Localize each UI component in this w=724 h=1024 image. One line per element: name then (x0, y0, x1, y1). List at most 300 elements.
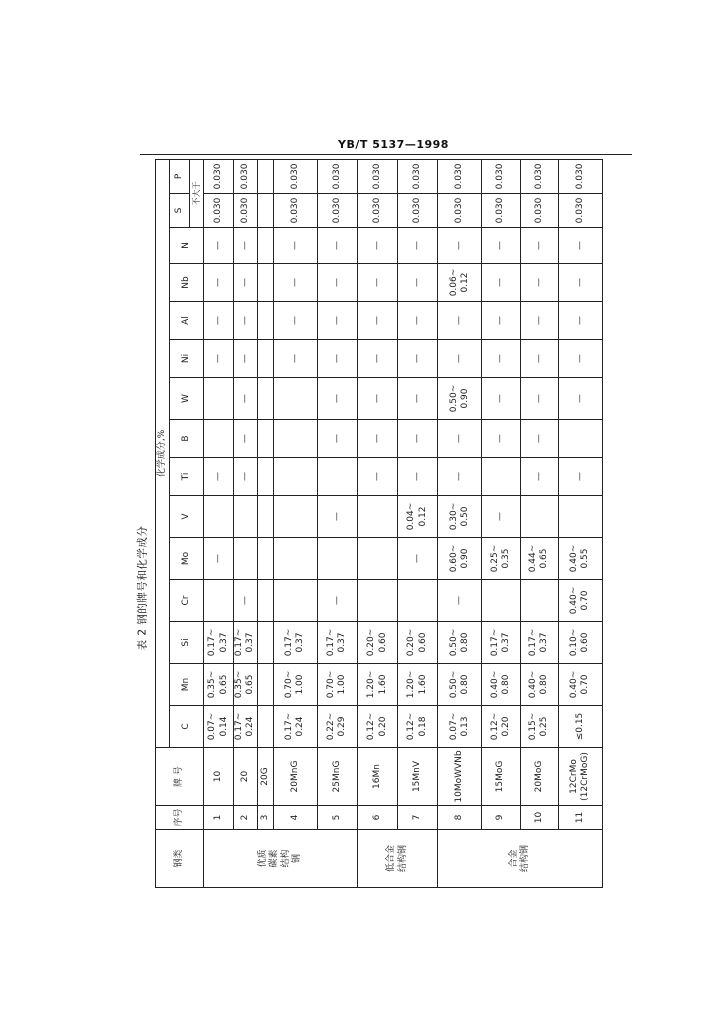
element-cell-Ni (273, 340, 317, 378)
element-cell-Ti (317, 458, 357, 496)
value-line: — (289, 241, 300, 250)
element-cell-V (257, 496, 273, 538)
element-cell-C (317, 706, 357, 748)
value-line: — (239, 354, 250, 363)
value-line: 0.40~ (569, 586, 580, 615)
value-line: — (239, 394, 250, 403)
value-line: 0.35~ (207, 670, 218, 699)
value-line: — (412, 354, 423, 363)
value-line: 0.37 (295, 632, 306, 653)
element-cell-C (558, 706, 602, 748)
value-line: 0.40~ (569, 544, 580, 573)
element-cell-Cr (273, 580, 317, 622)
element-cell-P: 0.030 (204, 159, 234, 193)
value-line: 0.70 (580, 590, 591, 611)
element-cell-W (558, 378, 602, 420)
seq-cell: 8 (438, 806, 482, 830)
value-line: 0.40~ (527, 670, 538, 699)
element-cell-S (257, 194, 273, 228)
table-row (273, 159, 317, 887)
element-cell-Al (234, 302, 258, 340)
element-cell-N (257, 228, 273, 264)
value-line: 0.06~ (448, 268, 459, 297)
value-line: 0.50~ (448, 628, 459, 657)
value-line: — (533, 354, 544, 363)
value-line: 0.50~ (448, 670, 459, 699)
value-line: — (495, 394, 506, 403)
element-cell-Al (273, 302, 317, 340)
value-line: 0.70~ (326, 670, 337, 699)
value-line: 0.37 (337, 632, 348, 653)
value-line: — (331, 354, 342, 363)
element-cell-S: 0.030 (204, 194, 234, 228)
header-category: 钢类 (156, 830, 204, 888)
element-cell-Si (398, 622, 438, 664)
element-cell-B (438, 420, 482, 458)
element-cell-B (398, 420, 438, 458)
table-row (204, 159, 234, 887)
element-cell-V (520, 496, 558, 538)
value-line: 0.14 (218, 716, 229, 737)
value-line: 0.17~ (489, 628, 500, 657)
value-line: 0.90 (459, 388, 470, 409)
header-composition: 化学成分,% (156, 159, 170, 747)
element-cell-Al (520, 302, 558, 340)
value-line: — (212, 316, 223, 325)
header-Al: Al (170, 302, 204, 340)
element-cell-W (398, 378, 438, 420)
value-line: — (574, 278, 585, 287)
seq-cell: 3 (257, 806, 273, 830)
value-line: — (412, 394, 423, 403)
value-line: — (495, 316, 506, 325)
element-cell-Nb (273, 264, 317, 302)
element-cell-C (438, 706, 482, 748)
value-line: 0.15~ (527, 712, 538, 741)
element-cell-N (317, 228, 357, 264)
value-line: 1.00 (295, 674, 306, 695)
grade-cell: 20MnG (273, 748, 317, 806)
element-cell-Mn (273, 664, 317, 706)
value-line: 0.80 (539, 674, 550, 695)
header-max: 不大于 (190, 159, 204, 227)
element-cell-Nb (317, 264, 357, 302)
element-cell-P: 0.030 (273, 159, 317, 193)
element-cell-Si (558, 622, 602, 664)
element-cell-Mn (204, 664, 234, 706)
grade-cell: 12CrMo (12CrMoG) (558, 748, 602, 806)
value-line: 0.25~ (489, 544, 500, 573)
value-line: 1.00 (337, 674, 348, 695)
category-line: 结构钢 (397, 845, 408, 873)
value-line: — (331, 596, 342, 605)
grade-cell: 10 (204, 748, 234, 806)
header-C: C (170, 706, 204, 748)
value-line: 0.65 (539, 548, 550, 569)
value-line: — (412, 241, 423, 250)
element-cell-S: 0.030 (317, 194, 357, 228)
value-line: 0.60 (417, 632, 428, 653)
value-line: 1.60 (377, 674, 388, 695)
value-line: 0.70 (580, 674, 591, 695)
value-line: 0.18 (417, 716, 428, 737)
element-cell-Nb (558, 264, 602, 302)
value-line: — (212, 472, 223, 481)
element-cell-S: 0.030 (273, 194, 317, 228)
element-cell-N (398, 228, 438, 264)
value-line: 0.12 (417, 506, 428, 527)
value-line: — (495, 241, 506, 250)
value-line: 0.20 (501, 716, 512, 737)
category-line: 碳素 (269, 849, 280, 868)
grade-cell: 20MoG (520, 748, 558, 806)
element-cell-B (317, 420, 357, 458)
element-cell-C (398, 706, 438, 748)
element-cell-Mn (317, 664, 357, 706)
element-cell-Ni (317, 340, 357, 378)
element-cell-P: 0.030 (438, 159, 482, 193)
element-cell-Nb (358, 264, 398, 302)
value-line: — (239, 434, 250, 443)
value-line: 0.55 (580, 548, 591, 569)
value-line: 0.50 (459, 506, 470, 527)
element-cell-V (273, 496, 317, 538)
value-line: — (533, 241, 544, 250)
element-cell-Mo (438, 538, 482, 580)
value-line: — (574, 316, 585, 325)
value-line: 1.20~ (406, 670, 417, 699)
header-Ni: Ni (170, 340, 204, 378)
element-cell-Ni (204, 340, 234, 378)
value-line: — (412, 472, 423, 481)
element-cell-Ti (273, 458, 317, 496)
table-row (257, 159, 273, 887)
value-line: 0.17~ (527, 628, 538, 657)
value-line: — (239, 472, 250, 481)
value-line: ≤0.15 (574, 712, 585, 741)
value-line: — (371, 434, 382, 443)
element-cell-Mo (482, 538, 520, 580)
element-cell-Mo (398, 538, 438, 580)
element-cell-P: 0.030 (482, 159, 520, 193)
value-line: — (289, 354, 300, 363)
table-body (204, 159, 603, 887)
steel-composition-table (155, 159, 603, 888)
value-line: — (239, 596, 250, 605)
element-cell-Al (204, 302, 234, 340)
element-cell-S: 0.030 (438, 194, 482, 228)
element-cell-W (317, 378, 357, 420)
value-line: 0.12~ (366, 712, 377, 741)
category-line: 结构钢 (520, 845, 531, 873)
value-line: — (331, 394, 342, 403)
value-line: 0.90 (459, 548, 470, 569)
value-line: 0.17~ (284, 712, 295, 741)
element-cell-Si (273, 622, 317, 664)
element-cell-B (520, 420, 558, 458)
value-line: — (454, 241, 465, 250)
seq-cell: 11 (558, 806, 602, 830)
element-cell-P: 0.030 (234, 159, 258, 193)
element-cell-Nb (204, 264, 234, 302)
value-line: 0.12 (459, 272, 470, 293)
value-line: 0.07~ (448, 712, 459, 741)
table-row (358, 159, 398, 887)
element-cell-Mo (358, 538, 398, 580)
value-line: 0.24 (245, 716, 256, 737)
grade-cell: 20 (234, 748, 258, 806)
element-cell-V (204, 496, 234, 538)
element-cell-B (482, 420, 520, 458)
value-line: 0.37 (218, 632, 229, 653)
value-line: — (495, 354, 506, 363)
value-line: 0.12~ (489, 712, 500, 741)
element-cell-Nb (257, 264, 273, 302)
seq-cell: 5 (317, 806, 357, 830)
table-row (317, 159, 357, 887)
value-line: — (495, 512, 506, 521)
element-cell-Ni (520, 340, 558, 378)
value-line: — (533, 278, 544, 287)
value-line: — (212, 278, 223, 287)
value-line: — (289, 316, 300, 325)
category-line: 钢 (291, 854, 302, 864)
value-line: 0.37 (245, 632, 256, 653)
element-cell-Nb (438, 264, 482, 302)
header-grade: 牌 号 (156, 748, 204, 806)
value-line: — (412, 316, 423, 325)
element-cell-S: 0.030 (482, 194, 520, 228)
value-line: 0.70~ (284, 670, 295, 699)
seq-cell: 10 (520, 806, 558, 830)
element-cell-Cr (398, 580, 438, 622)
header-Ti: Ti (170, 458, 204, 496)
value-line: — (533, 316, 544, 325)
element-cell-C (520, 706, 558, 748)
element-cell-Si (234, 622, 258, 664)
element-cell-S: 0.030 (234, 194, 258, 228)
element-cell-Ti (204, 458, 234, 496)
element-cell-N (358, 228, 398, 264)
element-cell-Mo (273, 538, 317, 580)
value-line: — (331, 316, 342, 325)
element-cell-W (438, 378, 482, 420)
element-cell-N (204, 228, 234, 264)
value-line: 0.25 (539, 716, 550, 737)
element-cell-Al (398, 302, 438, 340)
value-line: 1.60 (417, 674, 428, 695)
element-cell-W (204, 378, 234, 420)
element-cell-Ti (398, 458, 438, 496)
element-cell-V (234, 496, 258, 538)
element-cell-Cr (438, 580, 482, 622)
value-line: — (371, 394, 382, 403)
element-cell-Al (438, 302, 482, 340)
element-cell-Si (482, 622, 520, 664)
value-line: 0.17~ (284, 628, 295, 657)
seq-cell: 2 (234, 806, 258, 830)
seq-cell: 4 (273, 806, 317, 830)
element-cell-B (273, 420, 317, 458)
element-cell-Cr (317, 580, 357, 622)
element-cell-Al (558, 302, 602, 340)
element-cell-B (558, 420, 602, 458)
element-cell-Al (317, 302, 357, 340)
element-cell-P (257, 159, 273, 193)
value-line: 0.24 (295, 716, 306, 737)
element-cell-Ti (520, 458, 558, 496)
element-cell-Cr (482, 580, 520, 622)
element-cell-N (520, 228, 558, 264)
element-cell-B (257, 420, 273, 458)
element-cell-Ni (358, 340, 398, 378)
element-cell-N (558, 228, 602, 264)
element-cell-Mn (234, 664, 258, 706)
element-cell-Al (482, 302, 520, 340)
value-line: 0.37 (539, 632, 550, 653)
value-line: — (495, 434, 506, 443)
grade-cell: 16Mn (358, 748, 398, 806)
value-line: — (239, 278, 250, 287)
value-line: 0.04~ (406, 502, 417, 531)
value-line: — (212, 241, 223, 250)
value-line: — (331, 278, 342, 287)
value-line: 0.17~ (326, 628, 337, 657)
element-cell-Cr (204, 580, 234, 622)
category-cell (438, 830, 603, 888)
seq-cell: 7 (398, 806, 438, 830)
element-cell-N (234, 228, 258, 264)
element-cell-Al (358, 302, 398, 340)
header-P: P (170, 159, 190, 193)
value-line: — (331, 512, 342, 521)
value-line: — (371, 316, 382, 325)
element-cell-Ni (234, 340, 258, 378)
value-line: — (533, 472, 544, 481)
value-line: 0.29 (337, 716, 348, 737)
value-line: 0.50~ (448, 384, 459, 413)
category-line: 合金 (508, 849, 519, 868)
seq-cell: 1 (204, 806, 234, 830)
category-cell (358, 830, 438, 888)
value-line: 0.60 (580, 632, 591, 653)
value-line: — (289, 278, 300, 287)
element-cell-P: 0.030 (398, 159, 438, 193)
element-cell-Mo (204, 538, 234, 580)
element-cell-W (273, 378, 317, 420)
rotated-table-wrapper (155, 160, 603, 888)
header-rule (140, 154, 632, 155)
value-line: — (574, 394, 585, 403)
seq-cell: 9 (482, 806, 520, 830)
element-cell-W (520, 378, 558, 420)
header-Mn: Mn (170, 664, 204, 706)
element-cell-Cr (257, 580, 273, 622)
value-line: 0.17~ (234, 628, 245, 657)
element-cell-Si (358, 622, 398, 664)
element-cell-Si (438, 622, 482, 664)
element-cell-N (482, 228, 520, 264)
element-cell-Si (257, 622, 273, 664)
element-cell-Mo (520, 538, 558, 580)
value-line: — (454, 316, 465, 325)
element-cell-Al (257, 302, 273, 340)
value-line: — (331, 241, 342, 250)
value-line: — (454, 596, 465, 605)
header-S: S (170, 194, 190, 228)
header-Nb: Nb (170, 264, 204, 302)
element-cell-Nb (520, 264, 558, 302)
value-line: — (454, 354, 465, 363)
element-cell-Ni (438, 340, 482, 378)
value-line: — (239, 316, 250, 325)
element-cell-Si (204, 622, 234, 664)
value-line: 0.35~ (234, 670, 245, 699)
element-cell-Ti (558, 458, 602, 496)
value-line: — (412, 434, 423, 443)
value-line: 0.22~ (326, 712, 337, 741)
value-line: 0.60~ (448, 544, 459, 573)
category-cell (204, 830, 358, 888)
element-cell-V (398, 496, 438, 538)
element-cell-Cr (234, 580, 258, 622)
value-line: — (454, 434, 465, 443)
value-line: — (371, 241, 382, 250)
header-seq: 序号 (156, 806, 204, 830)
element-cell-Ni (482, 340, 520, 378)
element-cell-V (438, 496, 482, 538)
value-line: 0.20~ (406, 628, 417, 657)
element-cell-Ti (257, 458, 273, 496)
seq-cell: 6 (358, 806, 398, 830)
value-line: 0.44~ (527, 544, 538, 573)
element-cell-Ni (257, 340, 273, 378)
value-line: 0.35 (501, 548, 512, 569)
element-cell-N (438, 228, 482, 264)
element-cell-Ni (398, 340, 438, 378)
grade-cell: 15MnV (398, 748, 438, 806)
value-line: — (533, 394, 544, 403)
value-line: 0.13 (459, 716, 470, 737)
table-row (520, 159, 558, 887)
category-line: 结构 (280, 849, 291, 868)
category-line: 优质 (258, 849, 269, 868)
element-cell-Nb (482, 264, 520, 302)
header-V: V (170, 496, 204, 538)
header-B: B (170, 420, 204, 458)
header-Mo: Mo (170, 538, 204, 580)
value-line: — (371, 472, 382, 481)
value-line: — (412, 278, 423, 287)
element-cell-B (234, 420, 258, 458)
element-cell-Ni (558, 340, 602, 378)
value-line: — (371, 278, 382, 287)
standard-code: YB/T 5137—1998 (338, 138, 449, 151)
value-line: 0.17~ (234, 712, 245, 741)
element-cell-C (234, 706, 258, 748)
category-line: 低合金 (386, 845, 397, 873)
value-line: — (212, 554, 223, 563)
element-cell-C (358, 706, 398, 748)
value-line: 0.80 (459, 632, 470, 653)
element-cell-P: 0.030 (358, 159, 398, 193)
element-cell-P: 0.030 (317, 159, 357, 193)
element-cell-C (257, 706, 273, 748)
element-cell-S: 0.030 (520, 194, 558, 228)
value-line: 0.65 (245, 674, 256, 695)
table-row (234, 159, 258, 887)
header-Si: Si (170, 622, 204, 664)
